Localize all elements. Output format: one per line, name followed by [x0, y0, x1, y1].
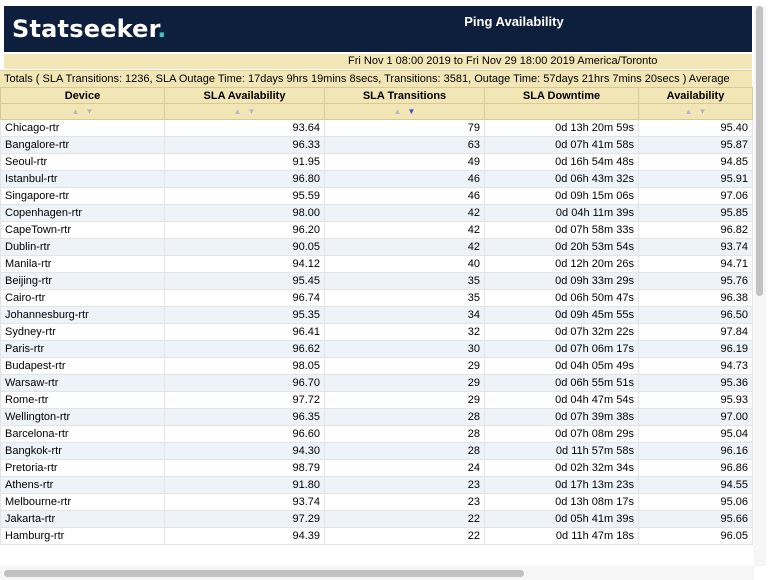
cell-sla-downtime: 0d 11h 47m 18s	[485, 528, 639, 545]
cell-sla-downtime: 0d 17h 13m 23s	[485, 477, 639, 494]
cell-availability: 95.76	[639, 273, 753, 290]
report-header	[4, 6, 752, 52]
cell-availability: 95.91	[639, 171, 753, 188]
cell-sla-transitions: 42	[325, 222, 485, 239]
cell-sla-availability: 94.30	[165, 443, 325, 460]
cell-device[interactable]: Sydney-rtr	[1, 324, 165, 341]
cell-availability: 95.85	[639, 205, 753, 222]
sort-controls-device	[1, 104, 165, 120]
cell-device[interactable]: Melbourne-rtr	[1, 494, 165, 511]
cell-device[interactable]: Pretoria-rtr	[1, 460, 165, 477]
table-row	[1, 494, 753, 511]
cell-availability: 97.00	[639, 409, 753, 426]
sort-controls-sla-downtime	[485, 104, 639, 120]
cell-availability: 94.73	[639, 358, 753, 375]
table-row	[1, 375, 753, 392]
cell-sla-transitions: 34	[325, 307, 485, 324]
cell-sla-transitions: 49	[325, 154, 485, 171]
column-header-sla-transitions[interactable]: SLA Transitions	[325, 88, 485, 104]
cell-device[interactable]: Paris-rtr	[1, 341, 165, 358]
report-title: Ping Availability	[464, 14, 564, 29]
cell-device[interactable]: Istanbul-rtr	[1, 171, 165, 188]
cell-availability: 95.87	[639, 137, 753, 154]
cell-sla-transitions: 23	[325, 494, 485, 511]
vertical-scrollbar[interactable]	[754, 6, 766, 566]
cell-availability: 95.04	[639, 426, 753, 443]
table-row	[1, 392, 753, 409]
cell-sla-availability: 97.29	[165, 511, 325, 528]
cell-sla-transitions: 35	[325, 273, 485, 290]
cell-sla-downtime: 0d 07h 39m 38s	[485, 409, 639, 426]
cell-device[interactable]: Athens-rtr	[1, 477, 165, 494]
cell-sla-availability: 98.05	[165, 358, 325, 375]
table-row	[1, 443, 753, 460]
cell-device[interactable]: Johannesburg-rtr	[1, 307, 165, 324]
cell-device[interactable]: Cairo-rtr	[1, 290, 165, 307]
cell-sla-downtime: 0d 20h 53m 54s	[485, 239, 639, 256]
table-body	[1, 120, 753, 545]
cell-availability: 96.16	[639, 443, 753, 460]
cell-availability: 95.40	[639, 120, 753, 137]
cell-sla-transitions: 24	[325, 460, 485, 477]
cell-availability: 97.84	[639, 324, 753, 341]
cell-sla-transitions: 79	[325, 120, 485, 137]
cell-sla-transitions: 40	[325, 256, 485, 273]
cell-sla-downtime: 0d 07h 41m 58s	[485, 137, 639, 154]
cell-device[interactable]: Bangalore-rtr	[1, 137, 165, 154]
cell-device[interactable]: Chicago-rtr	[1, 120, 165, 137]
cell-sla-transitions: 35	[325, 290, 485, 307]
cell-sla-availability: 95.59	[165, 188, 325, 205]
sort-desc-active-icon[interactable]: ▼	[407, 107, 416, 116]
totals-bar	[0, 70, 752, 88]
cell-sla-transitions: 29	[325, 375, 485, 392]
cell-device[interactable]: Budapest-rtr	[1, 358, 165, 375]
cell-availability: 96.82	[639, 222, 753, 239]
cell-sla-availability: 93.64	[165, 120, 325, 137]
column-header-sla-availability[interactable]: SLA Availability	[165, 88, 325, 104]
cell-availability: 96.86	[639, 460, 753, 477]
sort-asc-icon[interactable]: ▲	[71, 107, 80, 116]
table-row	[1, 154, 753, 171]
cell-sla-availability: 96.20	[165, 222, 325, 239]
sort-controls-sla-availability	[165, 104, 325, 120]
cell-sla-availability: 95.35	[165, 307, 325, 324]
table-row	[1, 307, 753, 324]
table-row	[1, 188, 753, 205]
cell-sla-availability: 93.74	[165, 494, 325, 511]
cell-sla-availability: 96.41	[165, 324, 325, 341]
column-header-sla-downtime[interactable]: SLA Downtime	[485, 88, 639, 104]
cell-sla-availability: 96.62	[165, 341, 325, 358]
cell-sla-availability: 98.79	[165, 460, 325, 477]
cell-sla-downtime: 0d 02h 32m 34s	[485, 460, 639, 477]
table-row	[1, 256, 753, 273]
sort-controls-sla-transitions	[325, 104, 485, 120]
table-row	[1, 171, 753, 188]
cell-sla-transitions: 32	[325, 324, 485, 341]
cell-sla-downtime: 0d 16h 54m 48s	[485, 154, 639, 171]
cell-sla-transitions: 28	[325, 409, 485, 426]
sort-asc-icon[interactable]: ▲	[684, 107, 693, 116]
cell-availability: 93.74	[639, 239, 753, 256]
sort-asc-icon[interactable]: ▲	[233, 107, 242, 116]
cell-device[interactable]: Rome-rtr	[1, 392, 165, 409]
cell-device[interactable]: Barcelona-rtr	[1, 426, 165, 443]
cell-sla-availability: 90.05	[165, 239, 325, 256]
sort-controls-availability	[639, 104, 753, 120]
date-range-bar	[4, 54, 752, 69]
cell-sla-downtime: 0d 09h 15m 06s	[485, 188, 639, 205]
cell-availability: 96.05	[639, 528, 753, 545]
cell-device[interactable]: Wellington-rtr	[1, 409, 165, 426]
cell-device[interactable]: Hamburg-rtr	[1, 528, 165, 545]
cell-sla-availability: 98.00	[165, 205, 325, 222]
table-row	[1, 239, 753, 256]
cell-sla-downtime: 0d 06h 43m 32s	[485, 171, 639, 188]
cell-device[interactable]: Manila-rtr	[1, 256, 165, 273]
cell-sla-transitions: 28	[325, 426, 485, 443]
cell-device[interactable]: Warsaw-rtr	[1, 375, 165, 392]
horizontal-scrollbar[interactable]	[0, 566, 754, 580]
cell-availability: 95.06	[639, 494, 753, 511]
cell-sla-transitions: 42	[325, 205, 485, 222]
table-row	[1, 358, 753, 375]
cell-sla-transitions: 63	[325, 137, 485, 154]
cell-sla-availability: 94.12	[165, 256, 325, 273]
table-row	[1, 511, 753, 528]
cell-sla-availability: 91.80	[165, 477, 325, 494]
cell-sla-downtime: 0d 06h 50m 47s	[485, 290, 639, 307]
cell-device[interactable]: Beijing-rtr	[1, 273, 165, 290]
cell-sla-availability: 96.80	[165, 171, 325, 188]
cell-sla-downtime: 0d 12h 20m 26s	[485, 256, 639, 273]
cell-sla-downtime: 0d 07h 08m 29s	[485, 426, 639, 443]
cell-sla-availability: 96.60	[165, 426, 325, 443]
cell-sla-downtime: 0d 13h 20m 59s	[485, 120, 639, 137]
cell-sla-downtime: 0d 07h 32m 22s	[485, 324, 639, 341]
cell-availability: 95.93	[639, 392, 753, 409]
cell-sla-availability: 94.39	[165, 528, 325, 545]
cell-device[interactable]: Seoul-rtr	[1, 154, 165, 171]
cell-sla-transitions: 30	[325, 341, 485, 358]
cell-sla-availability: 96.35	[165, 409, 325, 426]
cell-sla-downtime: 0d 04h 05m 49s	[485, 358, 639, 375]
cell-sla-downtime: 0d 04h 11m 39s	[485, 205, 639, 222]
header-row	[1, 88, 753, 104]
table-row	[1, 409, 753, 426]
cell-device[interactable]: Jakarta-rtr	[1, 511, 165, 528]
cell-availability: 94.85	[639, 154, 753, 171]
table-row	[1, 460, 753, 477]
cell-availability: 96.50	[639, 307, 753, 324]
cell-device[interactable]: Dublin-rtr	[1, 239, 165, 256]
table-row	[1, 324, 753, 341]
cell-device[interactable]: Bangkok-rtr	[1, 443, 165, 460]
date-range-text: Fri Nov 1 08:00 2019 to Fri Nov 29 18:00 2019 America/Toronto	[348, 55, 658, 67]
cell-availability: 96.19	[639, 341, 753, 358]
table-row	[1, 222, 753, 239]
sort-asc-icon[interactable]: ▲	[393, 107, 402, 116]
cell-sla-availability: 95.45	[165, 273, 325, 290]
cell-sla-transitions: 46	[325, 171, 485, 188]
cell-sla-availability: 97.72	[165, 392, 325, 409]
cell-availability: 94.55	[639, 477, 753, 494]
cell-sla-downtime: 0d 09h 33m 29s	[485, 273, 639, 290]
table-row	[1, 205, 753, 222]
totals-text: Totals ( SLA Transitions: 1236, SLA Outage Time: 17days 9hrs 19mins 8secs, Transitions: 3581, Outage Time: 57days 21hrs 7mins 20secs ) Average	[4, 73, 730, 85]
cell-sla-transitions: 28	[325, 443, 485, 460]
cell-sla-transitions: 29	[325, 392, 485, 409]
cell-sla-availability: 96.33	[165, 137, 325, 154]
cell-sla-transitions: 42	[325, 239, 485, 256]
cell-device[interactable]: CapeTown-rtr	[1, 222, 165, 239]
cell-device[interactable]: Singapore-rtr	[1, 188, 165, 205]
cell-sla-transitions: 22	[325, 528, 485, 545]
table-row	[1, 290, 753, 307]
cell-sla-downtime: 0d 06h 55m 51s	[485, 375, 639, 392]
cell-sla-transitions: 22	[325, 511, 485, 528]
cell-availability: 95.66	[639, 511, 753, 528]
cell-availability: 96.38	[639, 290, 753, 307]
cell-sla-downtime: 0d 09h 45m 55s	[485, 307, 639, 324]
cell-sla-transitions: 23	[325, 477, 485, 494]
sort-desc-icon[interactable]: ▼	[247, 107, 256, 116]
table-row	[1, 477, 753, 494]
cell-sla-transitions: 29	[325, 358, 485, 375]
sort-desc-icon[interactable]: ▼	[85, 107, 94, 116]
cell-sla-downtime: 0d 11h 57m 58s	[485, 443, 639, 460]
availability-table	[0, 87, 753, 545]
table-row	[1, 137, 753, 154]
cell-sla-downtime: 0d 04h 47m 54s	[485, 392, 639, 409]
cell-sla-availability: 96.70	[165, 375, 325, 392]
cell-sla-downtime: 0d 07h 58m 33s	[485, 222, 639, 239]
cell-availability: 95.36	[639, 375, 753, 392]
column-header-device[interactable]: Device	[1, 88, 165, 104]
cell-sla-downtime: 0d 13h 08m 17s	[485, 494, 639, 511]
table-row	[1, 426, 753, 443]
horizontal-scroll-thumb[interactable]	[4, 570, 524, 577]
cell-availability: 97.06	[639, 188, 753, 205]
table-row	[1, 120, 753, 137]
cell-sla-downtime: 0d 07h 06m 17s	[485, 341, 639, 358]
cell-sla-availability: 91.95	[165, 154, 325, 171]
table-row	[1, 273, 753, 290]
sort-controls-row	[1, 104, 753, 120]
cell-sla-availability: 96.74	[165, 290, 325, 307]
vertical-scroll-thumb[interactable]	[756, 6, 763, 296]
sort-desc-icon[interactable]: ▼	[698, 107, 707, 116]
cell-availability: 94.71	[639, 256, 753, 273]
cell-sla-transitions: 46	[325, 188, 485, 205]
statseeker-logo[interactable]: Statseeker.	[12, 15, 167, 43]
column-header-availability[interactable]: Availability	[639, 88, 753, 104]
table-row	[1, 341, 753, 358]
cell-sla-downtime: 0d 05h 41m 39s	[485, 511, 639, 528]
cell-device[interactable]: Copenhagen-rtr	[1, 205, 165, 222]
table-row	[1, 528, 753, 545]
